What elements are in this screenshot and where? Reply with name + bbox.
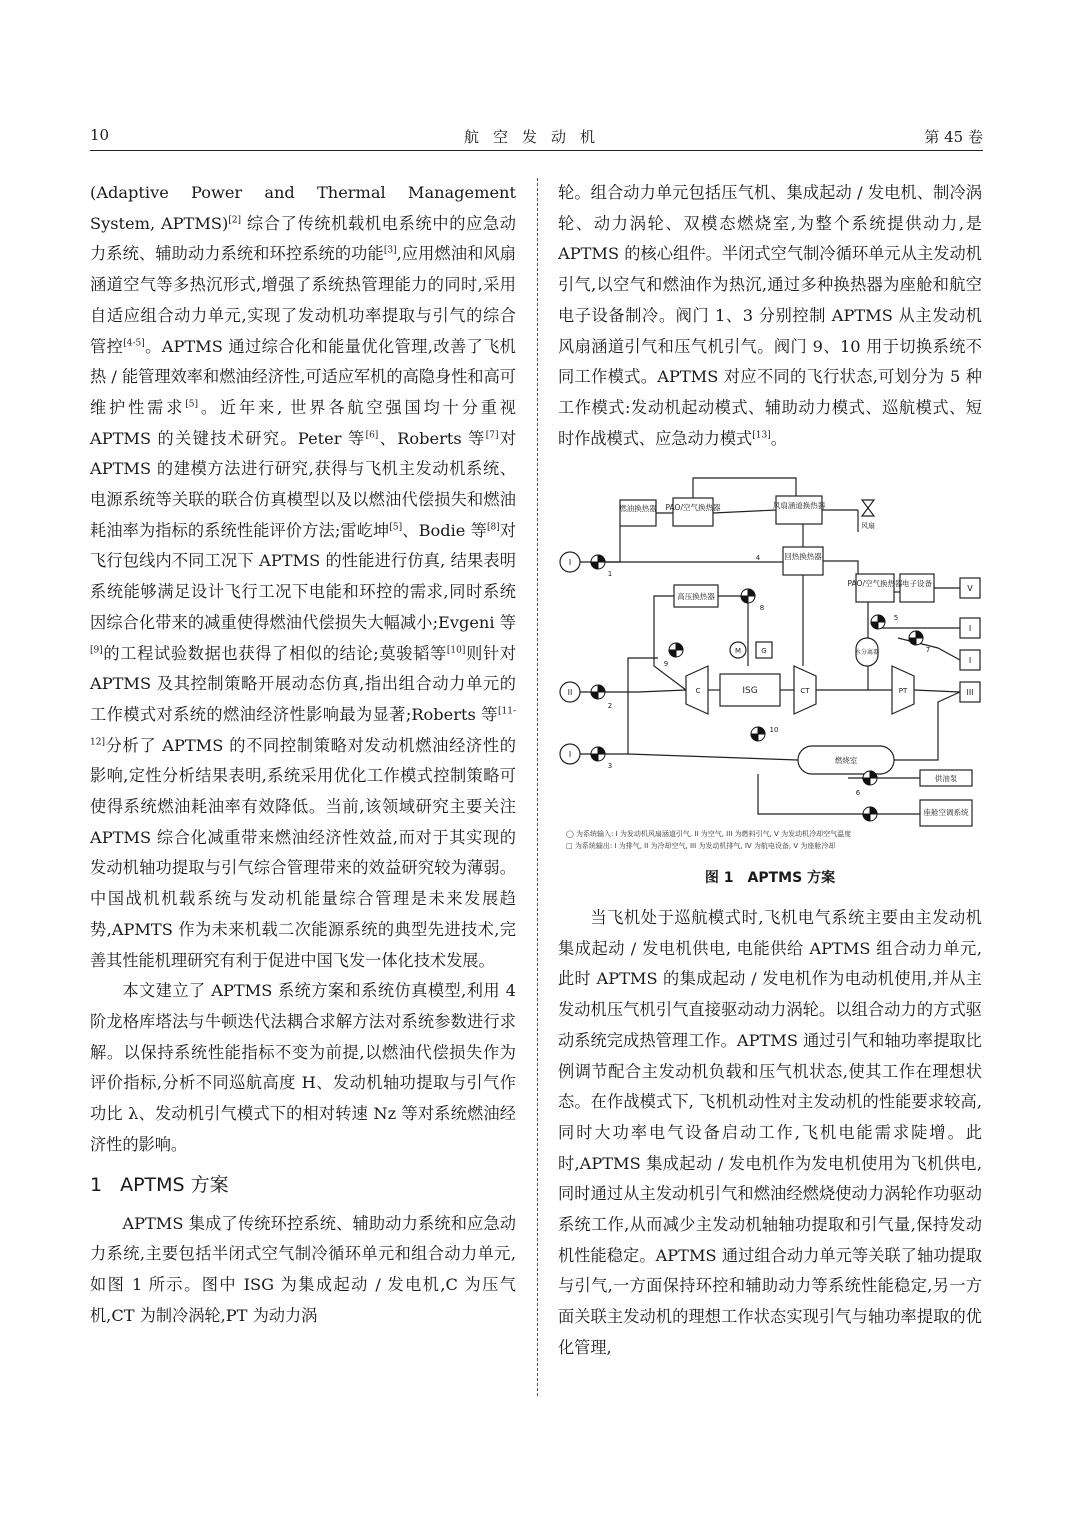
ref-mark: [3] xyxy=(383,246,397,257)
section-heading xyxy=(90,1170,516,1200)
valve-2-label: 2 xyxy=(607,702,613,711)
ref-mark: [10] xyxy=(446,645,466,656)
volume-label: 第 45 卷 xyxy=(924,128,983,146)
ref-mark: [9] xyxy=(90,645,103,656)
regen-hx-label: 回热换热器 xyxy=(784,552,822,562)
column-divider xyxy=(537,178,538,1396)
valve-3-label: 3 xyxy=(607,762,613,771)
legend-outputs: □ 为系统输出: I 为排气, II 为冷却空气, III 为发动机排气, IV 为航电设备, V 为座舱冷却 xyxy=(566,842,836,851)
pt-label: PT xyxy=(898,687,908,696)
pao-hx2-label: PAO/空气换热器 xyxy=(847,579,903,589)
out-i-label-b: I xyxy=(968,656,972,666)
intro-paragraph: (Adaptive Power and Thermal Management System, APTMS)[2] 综合了传统机载机电系统中的应急动力系统、辅助动力系统和环控系统的功能[3],应用燃油和风扇涵道空气等多热沉形式,增强了系统热管理能力的同时,采用自适应组合动力单元,实现了发动机功率提取与引气的综合管控[4-5]。APTMS 通过综合化和能量优化管理,改善了飞机热 / 能管理效率和燃油经济性,可适应军机的高隐身性和高可维护性需求[5]。近年来, 世界各航空强国均十分重视 APTMS 的关键技术研究。Peter 等[6]、Roberts 等[7]对 APTMS 的建模方法进行研究,获得与飞机主发动机系统、电源系统等关联的联合仿真模型以及以燃油代偿损失和燃油耗油率为指标的系统性能评价方法;雷屹坤[5]、Bodie 等[8]对飞行包线内不同工况下 APTMS 的性能进行仿真, 结果表明系统能够满足设计飞行工况下电能和环控的需求,同时系统因综合化带来的减重使得燃油代偿损失大幅减小;Evgeni 等[9]的工程试验数据也获得了相似的结论;莫骏韬等[10]则针对 APTMS 及其控制策略开展动态仿真,指出组合动力单元的工作模式对系统的燃油经济性影响最为显著;Roberts 等[11-12]分析了 APTMS 的不同控制策略对发动机燃油经济性的影响,定性分析结果表明,系统采用优化工作模式控制策略可使得系统燃油耗油率有效降低。当前,该领域研究主要关注 APTMS 综合化减重带来燃油经济性效益,而对于其实现的发动机轴功提取与引气综合管理带来的效益研究较为薄弱。中国战机机载系统与发动机能量综合管理是未来发展趋势,APMTS 作为未来机载二次能源系统的典型先进技术,完善其性能机理研究有利于促进中国飞发一体化技术发展。 xyxy=(90,183,517,970)
aptms-diagram xyxy=(558,470,982,850)
inlet-1-label: I xyxy=(568,558,572,568)
section-number: 1 xyxy=(90,1173,103,1196)
ref-mark: [4-5] xyxy=(123,338,145,349)
m-label: M xyxy=(734,647,742,656)
method-paragraph: 本文建立了 APTMS 系统方案和系统仿真模型,利用 4 阶龙格库塔法与牛顿迭代法耦合求解方法对系统参数进行求解。以保持系统性能指标不变为前提,以燃油代偿损失作为评价指标,分析不同巡航高度 H、发动机轴功提取与引气作功比 λ、发动机引气模式下的相对转速 Nz 等对系统燃油经济性的影响。 xyxy=(90,981,516,1154)
valve-5-label: 5 xyxy=(893,614,899,623)
g-label: G xyxy=(761,647,767,656)
pao-hx-label: PAO/空气换热器 xyxy=(665,503,721,513)
fan-label: 风扇 xyxy=(861,522,875,531)
figure-caption xyxy=(558,867,982,889)
fuel-pump-label: 供油泵 xyxy=(934,774,958,784)
ref-mark: [5] xyxy=(389,522,403,533)
out-v-label: V xyxy=(967,584,973,594)
cabin-pack-label: 座舱空调系统 xyxy=(923,808,969,818)
right-column xyxy=(558,178,982,1364)
avionics-label: 电子设备 xyxy=(902,579,932,589)
scheme-paragraph: APTMS 集成了传统环控系统、辅助动力系统和应急动力系统,主要包括半闭式空气制冷循环单元和组合动力单元, 如图 1 所示。图中 ISG 为集成起动 / 发电机,C 为压气机,CT 为制冷涡轮,PT 为动力涡 xyxy=(90,1213,516,1325)
water-sep-label: 水分离器 xyxy=(854,649,880,657)
journal-title: 航空发动机 xyxy=(463,128,609,146)
valve-10-label: 10 xyxy=(769,726,779,735)
ct-label: CT xyxy=(800,687,810,696)
valve-7-label: 7 xyxy=(925,646,931,655)
out-iii-label: III xyxy=(966,688,974,698)
left-column xyxy=(90,178,516,1331)
figure-1 xyxy=(558,470,982,861)
valve-4-label: 4 xyxy=(755,554,761,563)
out-i-label-a: I xyxy=(968,624,972,634)
cruise-mode-paragraph: 当飞机处于巡航模式时,飞机电气系统主要由主发动机集成起动 / 发电机供电, 电能供给 APTMS 组合动力单元, 此时 APTMS 的集成起动 / 发电机作为电动机使用,并从主发动机压气机引气直接驱动动力涡轮。以组合动力的方式驱动系统完成热管理工作。APTMS 通过引气和轴功率提取比例调节配合主发动机负载和压气机状态,使其工作在理想状态。在作战模式下, 飞机机动性对主发动机的性能要求较高,同时大功率电气设备启动工作,飞机电能需求陡增。此时,APTMS 集成起动 / 发电机作为发电机使用为飞机供电,同时通过从主发动机引气和燃油经燃烧使动力涡轮作功驱动系统工作,从而减少主发动机轴轴功提取和引气量,保持发动机性能稳定。APTMS 通过组合动力单元等关联了轴功提取与引气,一方面保持环控和辅助动力等系统性能稳定,另一方面关联主发动机的理想工作状态实现引气与轴功率提取的优化管理, xyxy=(558,908,982,1357)
ref-mark: [8] xyxy=(486,522,500,533)
hp-hx-label: 高压换热器 xyxy=(677,592,715,602)
ref-mark: [5] xyxy=(185,399,199,410)
section-title: APTMS 方案 xyxy=(120,1173,229,1196)
valve-9-label: 9 xyxy=(663,660,669,669)
ref-mark: [11-12] xyxy=(90,706,516,748)
continued-paragraph: 轮。组合动力单元包括压气机、集成起动 / 发电机、制冷涡轮、动力涡轮、双模态燃烧室,为整个系统提供动力,是 APTMS 的核心组件。半闭式空气制冷循环单元从主发动机引气,以空气和燃油作为热沉,通过多种换热器为座舱和航空电子设备制冷。阀门 1、3 分别控制 APTMS 从主发动机风扇涵道引气和压气机引气。阀门 9、10 用于切换系统不同工作模式。APTMS 对应不同的飞行状态,可划分为 5 种工作模式:发动机起动模式、辅助动力模式、巡航模式、短时作战模式、应急动力模式[13]。 xyxy=(558,183,982,448)
inlet-2-label: II xyxy=(567,688,573,698)
ref-mark: [6] xyxy=(365,430,379,441)
ref-mark: [7] xyxy=(485,430,499,441)
combustor-label: 燃烧室 xyxy=(834,756,858,766)
figure-number: 图 1 xyxy=(704,870,734,887)
valve-1-label: 1 xyxy=(607,570,613,579)
running-header xyxy=(90,122,983,151)
fan-hx-label: 风扇涵道换热器 xyxy=(772,501,826,511)
valve-8-label: 8 xyxy=(759,604,765,613)
legend-inputs: ◯ 为系统输入: I 为发动机风扇涵道引气, II 为空气, III 为燃料引气, V 为发动机冷却空气温度 xyxy=(566,830,852,839)
page-number: 10 xyxy=(90,126,110,144)
figure-title: APTMS 方案 xyxy=(747,870,836,887)
inlet-3-label: I xyxy=(568,750,572,760)
ref-mark: [13] xyxy=(752,430,771,441)
c-label: C xyxy=(695,687,701,696)
fuel-hx-label: 燃油换热器 xyxy=(619,504,657,514)
valve-6-label: 6 xyxy=(855,789,861,798)
isg-label: ISG xyxy=(742,686,758,697)
ref-mark: [2] xyxy=(228,215,242,226)
